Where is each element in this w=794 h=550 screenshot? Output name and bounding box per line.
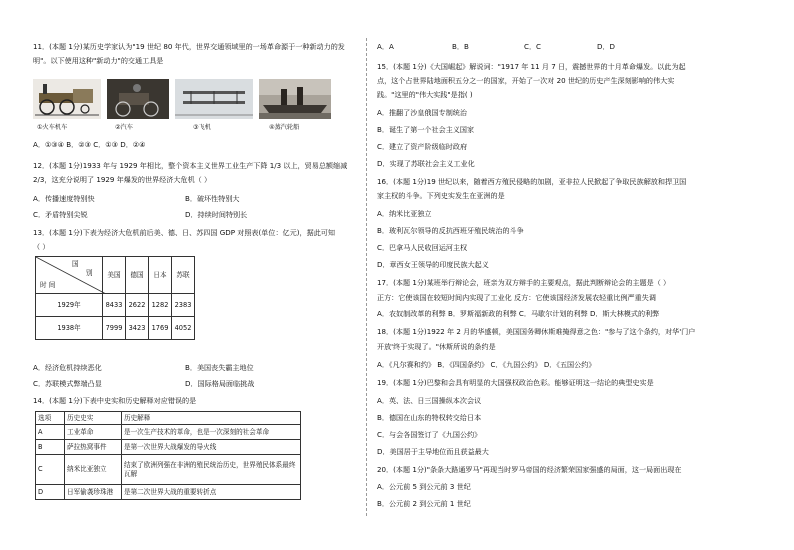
gdp-table-corner [36, 257, 103, 294]
q13-option-c: C．苏联模式弊端凸显 [33, 379, 102, 388]
cell-value: 8433 [103, 294, 126, 317]
q16-option-a: A．纳米比亚独立 [377, 209, 432, 218]
q15-stem-line1: 15．(本题 1分)《大国崛起》解说词："1917 年 11 月 7 日，震撼世界的十月革命爆发。以此为起 [377, 62, 686, 71]
cell-explanation: 是第一次世界大战爆发的导火线 [122, 440, 301, 455]
q20-option-b: B．公元前 2 到公元前 1 世纪 [377, 499, 471, 508]
cell-value: 4052 [172, 317, 195, 340]
q18-stem-line2: 开放'终于实现了。"休斯所说的条约是 [377, 342, 496, 351]
q12-option-a: A．传播速度特别快 [33, 194, 95, 203]
q12-option-d: D．持续时间特别长 [185, 210, 248, 219]
col-header-fact: 历史史实 [65, 412, 122, 425]
q20-stem: 20．(本题 1分)"条条大路通罗马"再现当时罗马帝国的经济繁荣国家强盛的局面，这一局面出现在 [377, 465, 682, 474]
table-row [36, 425, 301, 440]
q12-option-c: C．矛盾特别尖锐 [33, 210, 88, 219]
right-column [377, 0, 761, 550]
cell-value: 2622 [126, 294, 149, 317]
table-row [36, 485, 301, 500]
col-header-usa: 美国 [103, 257, 126, 294]
caption-steamship: ④蒸汽轮船 [269, 124, 300, 131]
q18-stem-line1: 18．(本题 1分)1922 年 2 月的华盛顿，美国国务卿休斯难掩得意之色："参与了这个条约，对华'门户 [377, 327, 696, 336]
q19-option-c: C．与会各国签订了《九国公约》 [377, 430, 482, 439]
col-header-explanation: 历史解释 [122, 412, 301, 425]
cell-explanation: 是一次生产技术的革命，也是一次深刻的社会革命 [122, 425, 301, 440]
caption-locomotive: ①火车机车 [37, 124, 68, 131]
q14-option-a: A．A [377, 42, 394, 51]
cell-option: A [36, 425, 65, 440]
q17-options: A．农奴制改革的利弊 B．罗斯福新政的利弊 C．马歇尔计划的利弊 D．斯大林模式的利弊 [377, 309, 660, 318]
q11-options: A．①③④ B．②③ C．①③ D．②④ [33, 140, 146, 149]
cell-fact: 纳米比亚独立 [65, 455, 122, 485]
corner-top-label: 国 [72, 260, 79, 268]
automobile-image [107, 79, 169, 119]
q12-stem-line2: 2/3，这充分说明了 1929 年爆发的世界经济大危机（ ） [33, 175, 212, 184]
row-year: 1929年 [36, 294, 103, 317]
q19-option-d: D．美国居于主导地位而且获益最大 [377, 447, 489, 456]
q16-option-c: C．巴拿马人民收回运河主权 [377, 243, 468, 252]
cell-value: 2383 [172, 294, 195, 317]
q13-option-b: B．美国丧失霸主地位 [185, 363, 254, 372]
col-header-japan: 日本 [149, 257, 172, 294]
table-row [36, 317, 195, 340]
q20-option-a: A．公元前 5 到公元前 3 世纪 [377, 482, 471, 491]
col-header-option: 选项 [36, 412, 65, 425]
q15-option-b: B．诞生了第一个社会主义国家 [377, 125, 475, 134]
q15-option-d: D．实现了苏联社会主义工业化 [377, 159, 475, 168]
q13-stem-line1: 13．(本题 1分)下表为经济大危机前后美、德、日、苏四国 GDP 对照表(单位：亿元)，据此可知 [33, 228, 335, 237]
row-year: 1938年 [36, 317, 103, 340]
column-divider [366, 38, 367, 516]
q13-option-a: A．经济危机持续恶化 [33, 363, 102, 372]
q16-option-b: B．玻利瓦尔领导的反抗西班牙殖民统治的斗争 [377, 226, 524, 235]
q19-option-a: A．英、法、日三国操纵本次会议 [377, 396, 482, 405]
cell-option: D [36, 485, 65, 500]
q12-option-b: B．破坏性特别大 [185, 194, 240, 203]
cell-value: 1282 [149, 294, 172, 317]
q16-stem-line1: 16．(本题 1分)19 世纪以来，随着西方殖民侵略的加剧，亚非拉人民掀起了争取民族解放和捍卫国 [377, 177, 687, 186]
q16-option-d: D．章西女王领导的印度民族大起义 [377, 260, 489, 269]
q17-stem-line2: 正方：它使该国在较短时间内实现了工业化 反方：它使该国经济发展农轻重比例严重失调 [377, 293, 656, 302]
history-table [35, 411, 301, 500]
q16-stem-line2: 家主权的斗争。下列史实发生在亚洲的是 [377, 191, 505, 200]
cell-fact: 工业革命 [65, 425, 122, 440]
corner-bottom-label: 时 间 [40, 281, 56, 289]
cell-value: 3423 [126, 317, 149, 340]
table-row [36, 294, 195, 317]
q11-stem-line1: 11．(本题 1分)某历史学家认为"19 世纪 80 年代，世界交通领域里的一场革命源于一种新动力的发 [33, 42, 345, 51]
col-header-ussr: 苏联 [172, 257, 195, 294]
cell-value: 7999 [103, 317, 126, 340]
q15-option-c: C．建立了资产阶级临时政府 [377, 142, 468, 151]
q15-stem-line2: 点，这个占世界陆地面积五分之一的国家，开始了一次对 20 世纪的历史产生深刻影响的伟大实 [377, 76, 675, 85]
q19-option-b: B．德国在山东的特权转交给日本 [377, 413, 482, 422]
q14-option-c: C．C [524, 42, 541, 51]
q15-stem-line3: 践。"这里的"伟大实践"是指( ) [377, 90, 473, 99]
cell-option: C [36, 455, 65, 485]
steamship-image [259, 79, 331, 119]
q14-option-d: D．D [597, 42, 616, 51]
q14-option-b: B．B [452, 42, 469, 51]
caption-airplane: ③飞机 [193, 124, 211, 131]
q18-options: A．《凡尔赛和约》 B．《四国条约》 C．《九国公约》 D．《五国公约》 [377, 360, 596, 369]
locomotive-image [33, 79, 101, 119]
q17-stem-line1: 17．(本题 1分)某班举行辩论会，班亲为双方辩手的主要观点，据此判断辩论会的主题是（ ） [377, 278, 671, 287]
left-column [33, 0, 358, 550]
gdp-table [35, 256, 195, 340]
cell-fact: 日军偷袭珍珠港 [65, 485, 122, 500]
cell-explanation: 是第二次世界大战的重要转折点 [122, 485, 301, 500]
cell-explanation: 结束了欧洲列强在非洲的殖民统治历史，世界殖民体系最终瓦解 [122, 455, 301, 485]
caption-automobile: ②汽车 [115, 124, 133, 131]
q13-option-d: D．国际格局面临挑战 [185, 379, 255, 388]
table-row [36, 455, 301, 485]
corner-mid-label: 别 [86, 269, 93, 277]
cell-fact: 萨拉热窝事件 [65, 440, 122, 455]
q14-stem: 14．(本题 1分)下表中史实和历史解释对应错误的是 [33, 396, 197, 405]
q11-stem-line2: 明"。以下使用这种"新动力"的交通工具是 [33, 56, 164, 65]
cell-option: B [36, 440, 65, 455]
cell-value: 1769 [149, 317, 172, 340]
airplane-image [175, 79, 253, 119]
table-row [36, 440, 301, 455]
q12-stem-line1: 12．(本题 1分)1933 年与 1929 年相比，整个资本主义世界工业生产下降 1/3 以上，贸易总额缩减 [33, 161, 348, 170]
q19-stem: 19．(本题 1分)巴黎和会具有明显的大国强权政治色彩。能够证明这一结论的典型史实是 [377, 378, 654, 387]
col-header-germany: 德国 [126, 257, 149, 294]
q13-stem-line2: （ ） [33, 242, 50, 251]
q15-option-a: A．推翻了沙皇俄国专制统治 [377, 108, 467, 117]
